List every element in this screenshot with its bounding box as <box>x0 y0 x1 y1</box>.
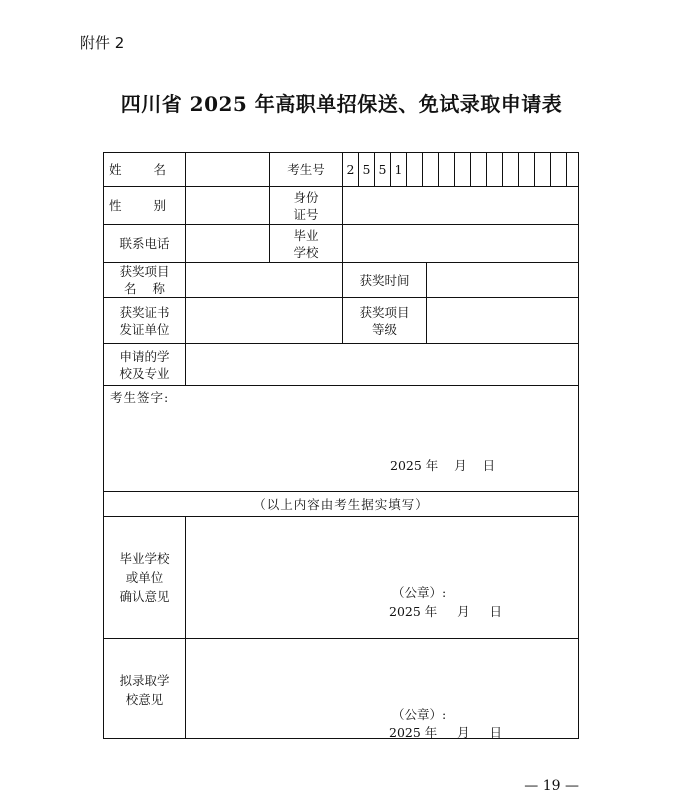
digit-box-divider <box>518 153 519 186</box>
fill-note: （以上内容由考生据实填写） <box>253 496 429 512</box>
admit-date: 2025 年 月 日 <box>389 725 503 740</box>
cert-unit-label: 获奖证书 发证单位 <box>119 304 170 337</box>
admit-school-field[interactable] <box>186 639 578 738</box>
digit-box-divider <box>454 153 455 186</box>
apply-school-label: 申请的学 校及专业 <box>119 348 170 381</box>
digit-box-divider <box>566 153 567 186</box>
annex-label: 附件 2 <box>80 34 125 52</box>
signature-date: 2025 年 月 日 <box>390 458 496 473</box>
gender-field[interactable] <box>186 187 269 224</box>
cert-unit-field[interactable] <box>186 298 342 343</box>
name-field[interactable] <box>186 153 269 186</box>
seal-label: （公章）: <box>392 707 447 722</box>
admit-school-label: 拟录取学 校意见 <box>119 673 170 707</box>
name-label: 姓 名 <box>109 162 180 177</box>
signature-area[interactable] <box>104 386 578 491</box>
phone-label: 联系电话 <box>119 236 170 251</box>
digit-box-divider <box>502 153 503 186</box>
digit-box-divider <box>550 153 551 186</box>
award-level-label: 获奖项目 等级 <box>359 304 410 337</box>
exam-no-digit: 1 <box>394 162 403 177</box>
exam-no-digit: 2 <box>346 162 355 177</box>
digit-box-divider <box>486 153 487 186</box>
award-name-field[interactable] <box>186 263 342 297</box>
school-confirm-field[interactable] <box>186 517 578 638</box>
award-time-field[interactable] <box>427 263 578 297</box>
id-number-label: 身份 证号 <box>293 189 319 222</box>
award-time-label: 获奖时间 <box>359 272 410 288</box>
phone-field[interactable] <box>186 225 269 262</box>
award-name-label: 获奖项目 名 称 <box>119 264 170 296</box>
digit-box-divider <box>470 153 471 186</box>
exam-no-digit: 5 <box>378 162 387 177</box>
application-form <box>103 152 579 739</box>
digit-box-divider <box>406 153 407 186</box>
award-level-field[interactable] <box>427 298 578 343</box>
signature-label: 考生签字: <box>110 390 170 405</box>
exam-no-label: 考生号 <box>287 162 325 177</box>
id-number-field[interactable] <box>343 187 578 224</box>
graduate-school-field[interactable] <box>343 225 578 262</box>
page-title: 四川省 2025 年高职单招保送、免试录取申请表 <box>120 92 563 116</box>
confirm-date: 2025 年 月 日 <box>389 604 503 619</box>
seal-label: （公章）: <box>392 585 447 600</box>
graduate-school-label: 毕业 学校 <box>293 227 319 260</box>
apply-school-field[interactable] <box>186 344 578 385</box>
gender-label: 性 别 <box>109 198 180 213</box>
digit-box-divider <box>534 153 535 186</box>
school-confirm-label: 毕业学校 或单位 确认意见 <box>119 551 170 604</box>
page-number: — 19 — <box>524 778 579 794</box>
exam-no-digit: 5 <box>362 162 371 177</box>
digit-box-divider <box>422 153 423 186</box>
digit-box-divider <box>438 153 439 186</box>
